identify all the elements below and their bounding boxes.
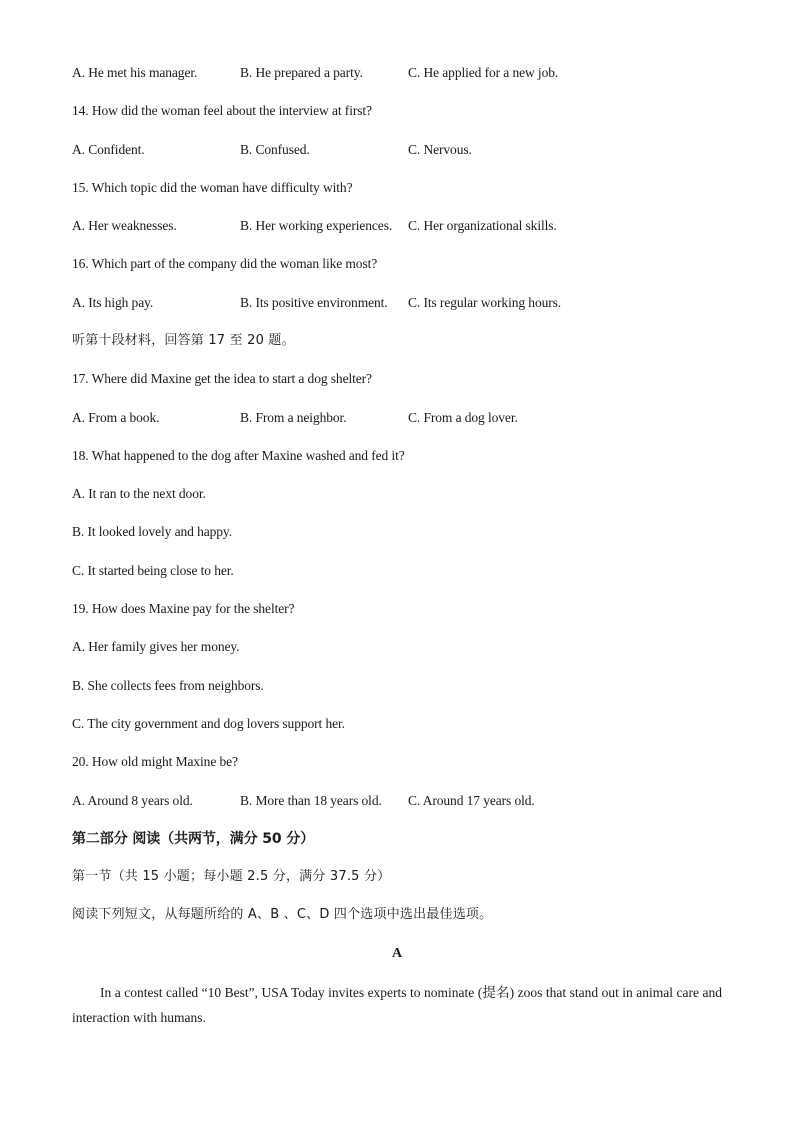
q16-option-c: C. Its regular working hours. [408,295,562,310]
q19-option-c: C. The city government and dog lovers support her. [72,716,345,731]
q13-option-c: C. He applied for a new job. [408,65,559,80]
q17-option-c: C. From a dog lover. [408,410,518,425]
q18-option-b: B. It looked lovely and happy. [72,524,232,539]
q14-option-c: C. Nervous. [408,142,472,157]
q17-stem: 17. Where did Maxine get the idea to start a dog shelter? [72,371,372,386]
q13-option-b: B. He prepared a party. [240,65,363,80]
q15-option-b: B. Her working experiences. [240,218,393,233]
q20-option-c: C. Around 17 years old. [408,793,535,808]
q19-option-a: A. Her family gives her money. [72,639,240,654]
q20-stem: 20. How old might Maxine be? [72,754,238,769]
reading-instruction: 阅读下列短文，从每题所给的 A、B 、C、D 四个选项中选出最佳选项。 [72,907,493,922]
q13-option-a: A. He met his manager. [72,65,198,80]
q17-option-b: B. From a neighbor. [240,410,347,425]
q14-option-a: A. Confident. [72,142,145,157]
q19-option-b: B. She collects fees from neighbors. [72,678,264,693]
q15-option-a: A. Her weaknesses. [72,218,177,233]
q18-option-c: C. It started being close to her. [72,563,234,578]
q16-stem: 16. Which part of the company did the woman like most? [72,256,378,271]
part2-title: 第二部分 阅读（共两节，满分 50 分） [72,831,315,847]
q15-option-c: C. Her organizational skills. [408,218,557,233]
q14-stem: 14. How did the woman feel about the interview at first? [72,103,372,118]
q17-option-a: A. From a book. [72,410,160,425]
q18-stem: 18. What happened to the dog after Maxine washed and fed it? [72,448,405,463]
passage-letter: A [391,946,403,961]
passage-paragraph: In a contest called “10 Best”, USA Today invites experts to nominate (提名) zoos that stand out in animal care and interaction with humans. [72,985,722,1025]
q14-option-b: B. Confused. [240,142,310,157]
q15-stem: 15. Which topic did the woman have difficulty with? [72,180,353,195]
q18-option-a: A. It ran to the next door. [72,486,206,501]
q16-option-b: B. Its positive environment. [240,295,388,310]
section1-title: 第一节（共 15 小题；每小题 2.5 分，满分 37.5 分） [72,869,391,884]
q19-stem: 19. How does Maxine pay for the shelter? [72,601,295,616]
section10-instruction: 听第十段材料，回答第 17 至 20 题。 [72,333,295,348]
q20-option-b: B. More than 18 years old. [240,793,382,808]
q20-option-a: A. Around 8 years old. [72,793,193,808]
q16-option-a: A. Its high pay. [72,295,154,310]
